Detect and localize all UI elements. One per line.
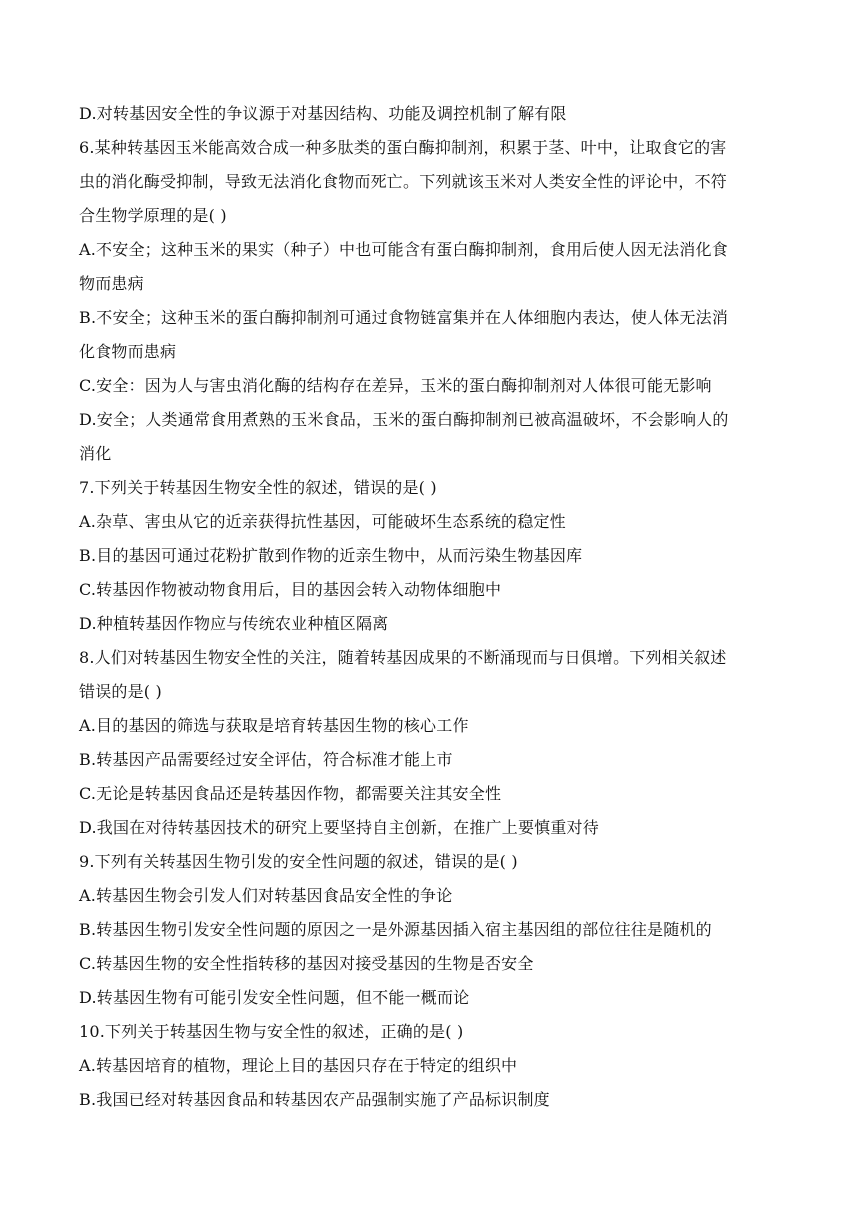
question-8-stem-cont: 错误的是( ) xyxy=(79,682,162,701)
option-c-q8: C.无论是转基因食品还是转基因作物，都需要关注其安全性 xyxy=(79,784,502,803)
option-a-q9: A.转基因生物会引发人们对转基因食品安全性的争论 xyxy=(79,886,453,905)
option-c-q9: C.转基因生物的安全性指转移的基因对接受基因的生物是否安全 xyxy=(79,954,534,973)
option-d-q6: D.安全；人类通常食用煮熟的玉米食品，玉米的蛋白酶抑制剂已被高温破坏，不会影响人的 xyxy=(79,410,729,429)
option-b-q6-cont: 化食物而患病 xyxy=(79,342,177,361)
option-c-q6: C.安全：因为人与害虫消化酶的结构存在差异，玉米的蛋白酶抑制剂对人体很可能无影响 xyxy=(79,376,712,395)
question-10-stem: 10.下列关于转基因生物与安全性的叙述，正确的是( ) xyxy=(79,1022,464,1041)
question-7-stem: 7.下列关于转基因生物安全性的叙述，错误的是( ) xyxy=(79,478,437,497)
option-d-q5: D.对转基因安全性的争议源于对基因结构、功能及调控机制了解有限 xyxy=(79,104,567,123)
document-page xyxy=(79,97,779,1117)
option-d-q9: D.转基因生物有可能引发安全性问题，但不能一概而论 xyxy=(79,988,470,1007)
option-a-q6: A.不安全；这种玉米的果实（种子）中也可能含有蛋白酶抑制剂，食用后使人因无法消化食 xyxy=(79,240,728,259)
question-6-stem-cont-2: 合生物学原理的是( ) xyxy=(79,206,227,225)
option-b-q6: B.不安全；这种玉米的蛋白酶抑制剂可通过食物链富集并在人体细胞内表达，使人体无法消 xyxy=(79,308,729,327)
option-a-q6-cont: 物而患病 xyxy=(79,274,144,293)
question-6-stem-cont-1: 虫的消化酶受抑制，导致无法消化食物而死亡。下列就该玉米对人类安全性的评论中，不符 xyxy=(79,172,728,191)
option-d-q7: D.种植转基因作物应与传统农业种植区隔离 xyxy=(79,614,389,633)
option-d-q6-cont: 消化 xyxy=(79,444,112,463)
option-b-q9: B.转基因生物引发安全性问题的原因之一是外源基因插入宿主基因组的部位往往是随机的 xyxy=(79,920,712,939)
option-d-q8: D.我国在对待转基因技术的研究上要坚持自主创新，在推广上要慎重对待 xyxy=(79,818,599,837)
question-6-stem: 6.某种转基因玉米能高效合成一种多肽类的蛋白酶抑制剂，积累于茎、叶中，让取食它的害 xyxy=(79,138,727,157)
option-b-q8: B.转基因产品需要经过安全评估，符合标准才能上市 xyxy=(79,750,453,769)
question-9-stem: 9.下列有关转基因生物引发的安全性问题的叙述，错误的是( ) xyxy=(79,852,518,871)
question-8-stem: 8.人们对转基因生物安全性的关注，随着转基因成果的不断涌现而与日俱增。下列相关叙述 xyxy=(79,648,727,667)
option-a-q8: A.目的基因的筛选与获取是培育转基因生物的核心工作 xyxy=(79,716,469,735)
option-c-q7: C.转基因作物被动物食用后，目的基因会转入动物体细胞中 xyxy=(79,580,502,599)
option-a-q7: A.杂草、害虫从它的近亲获得抗性基因，可能破坏生态系统的稳定性 xyxy=(79,512,566,531)
option-a-q10: A.转基因培育的植物，理论上目的基因只存在于特定的组织中 xyxy=(79,1056,518,1075)
option-b-q10: B.我国已经对转基因食品和转基因农产品强制实施了产品标识制度 xyxy=(79,1090,550,1109)
option-b-q7: B.目的基因可通过花粉扩散到作物的近亲生物中，从而污染生物基因库 xyxy=(79,546,583,565)
